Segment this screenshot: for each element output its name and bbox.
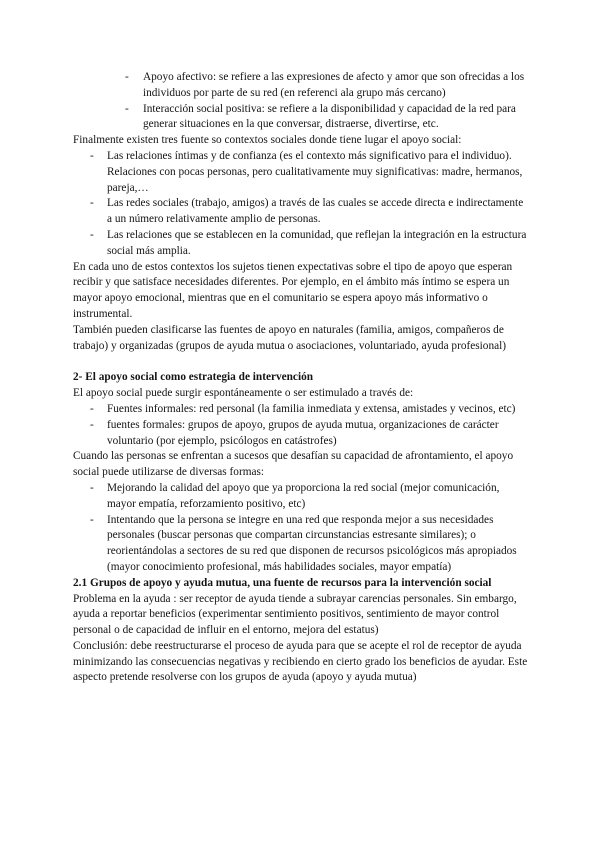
paragraph: Conclusión: debe reestructurarse el proceso de ayuda para que se acepte el rol de receptor de ayuda minimizando las consecuencias negativas y recibiendo en cierto grado los beneficios de ayudar. Este aspecto pretende resolverse con los grupos de ayuda (apoyo y ayuda mutua) (73, 639, 528, 684)
list-item: - Apoyo afectivo: se refiere a las expresiones de afecto y amor que son ofrecidas a los individuos por parte de su red (en referenci ala grupo más cercano) (73, 70, 528, 102)
support-types-list (73, 70, 528, 133)
support-ways-list (73, 481, 528, 576)
list-item: - Las redes sociales (trabajo, amigos) a través de las cuales se accede directa e indirectamente a un número relativamente amplio de personas. (73, 196, 528, 228)
list-item: - Fuentes informales: red personal (la familia inmediata y extensa, amistades y vecinos, etc) (73, 402, 528, 418)
paragraph: El apoyo social puede surgir espontáneamente o ser estimulado a través de: (73, 387, 414, 400)
spacer (73, 354, 528, 370)
paragraph: En cada uno de estos contextos los sujetos tienen expectativas sobre el tipo de apoyo que esperan recibir y que satisface necesidades diferentes. Por ejemplo, en el ámbito más íntimo se espera un mayor apoyo emocional, mientras que en el comunitario se espera apoyo más informativo o instrumental. (73, 260, 513, 320)
list-item: - Mejorando la calidad del apoyo que ya proporciona la red social (mejor comunicación, mayor empatía, reforzamiento positivo, etc) (73, 481, 528, 513)
list-item: - Interacción social positiva: se refiere a la disponibilidad y capacidad de la red para generar situaciones en la que conversar, distraerse, divertirse, etc. (73, 102, 528, 134)
document-body (73, 70, 528, 686)
section-heading: 2- El apoyo social como estrategia de intervención (73, 371, 314, 384)
paragraph: Cuando las personas se enfrentan a sucesos que desafían su capacidad de afrontamiento, el apoyo social puede utilizarse de diversas formas: (73, 450, 514, 479)
subsection-heading: 2.1 Grupos de apoyo y ayuda mutua, una fuente de recursos para la intervención social (73, 576, 492, 589)
support-sources-list (73, 402, 528, 449)
list-item: - Intentando que la persona se integre en una red que responda mejor a sus necesidades personales (buscar personas que compartan circunstancias estresante similares); o reorientándolas a sectores de su red que disponen de recursos psicológicos más apropiados (mayor conocimiento profesional, más habilidades sociales, mayor empatía) (73, 513, 528, 576)
paragraph: Finalmente existen tres fuente so contextos sociales donde tiene lugar el apoyo social: (73, 134, 462, 147)
list-item: - Las relaciones íntimas y de confianza (es el contexto más significativo para el individuo). Relaciones con pocas personas, pero cualitativamente muy significativas: madre, hermanos, pareja,… (73, 149, 528, 196)
social-contexts-list (73, 149, 528, 260)
paragraph: También pueden clasificarse las fuentes de apoyo en naturales (familia, amigos, compañeros de trabajo) y organizadas (grupos de ayuda mutua o asociaciones, voluntariado, ayuda profesional) (73, 323, 507, 352)
list-item: - Las relaciones que se establecen en la comunidad, que reflejan la integración en la estructura social más amplia. (73, 228, 528, 260)
paragraph: Problema en la ayuda : ser receptor de ayuda tiende a subrayar carencias personales. Sin embargo, ayuda a reportar beneficios (experimentar sentimiento positivos, sentimiento de mayor control personal o de capacidad de influir en el entorno, mejora del estatus) (73, 592, 517, 637)
list-item: - fuentes formales: grupos de apoyo, grupos de ayuda mutua, organizaciones de carácter voluntario (por ejemplo, psicólogos en catástrofes) (73, 418, 528, 450)
